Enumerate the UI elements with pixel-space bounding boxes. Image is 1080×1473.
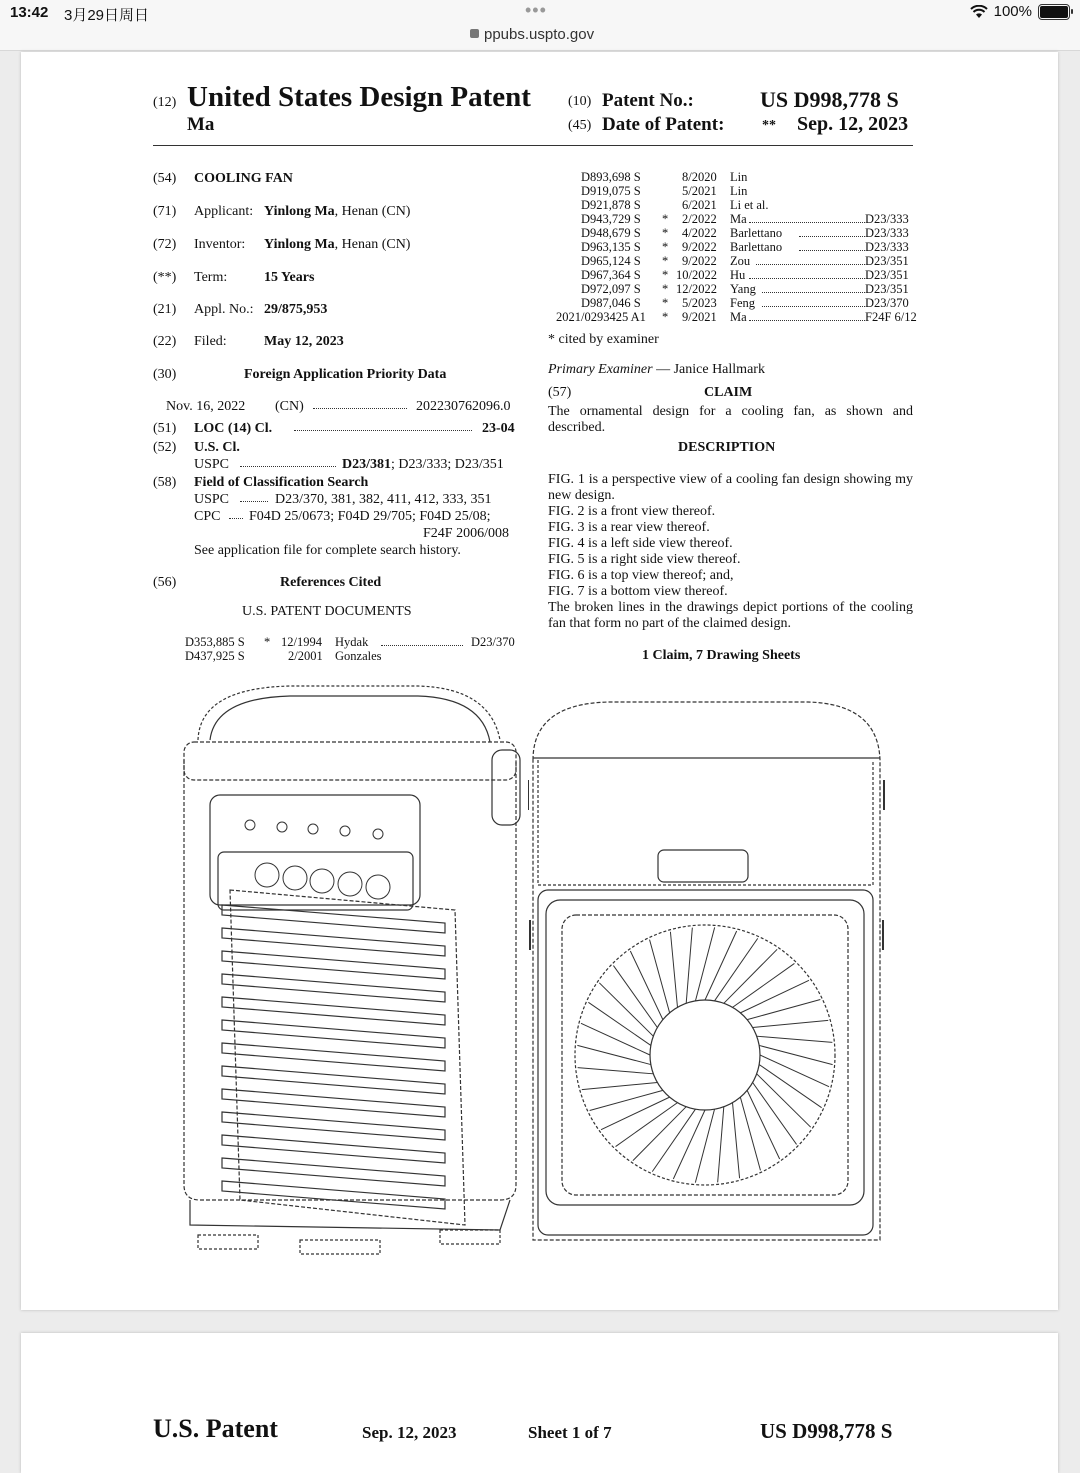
- patent-date: Sep. 12, 2023: [797, 113, 909, 135]
- cited-note: * cited by examiner: [548, 332, 659, 347]
- right-references: [552, 170, 917, 324]
- field-label: Field of Classification Search: [194, 475, 369, 490]
- priority-date: Nov. 16, 2022: [166, 399, 246, 414]
- patent-no-num: (10): [568, 94, 592, 109]
- description-line: FIG. 2 is a front view thereof.: [548, 504, 716, 519]
- reference-row: D919,075 S 5/2021 Lin: [581, 184, 748, 198]
- doc-type-num: (12): [153, 95, 177, 110]
- leader-dots: [229, 518, 243, 519]
- inventor-label: Inventor:: [194, 237, 246, 252]
- reference-row: D353,885 S * 12/1994 Hydak D23/370: [185, 635, 515, 649]
- appl-label: Appl. No.:: [194, 302, 254, 317]
- field-note: See application file for complete search history.: [194, 543, 461, 558]
- loc-num: (51): [153, 421, 177, 436]
- applicant-label: Applicant:: [194, 204, 254, 219]
- page2-title: U.S. Patent: [153, 1414, 278, 1443]
- reference-row: D963,135 S * 9/2022 Barlettano D23/333: [581, 240, 909, 254]
- leader-dots: [240, 466, 336, 467]
- page2-sheet: Sheet 1 of 7: [528, 1423, 612, 1442]
- term-num: (**): [153, 270, 177, 285]
- multitask-dots-icon[interactable]: •••: [525, 0, 547, 20]
- page2-date: Sep. 12, 2023: [362, 1423, 457, 1442]
- priority-heading: Foreign Application Priority Data: [244, 367, 447, 382]
- term-label: Term:: [194, 270, 228, 285]
- filed-value: May 12, 2023: [264, 334, 344, 349]
- left-references: [185, 635, 520, 663]
- field-num: (58): [153, 475, 177, 490]
- doc-type: United States Design Patent: [187, 81, 531, 113]
- term-value: 15 Years: [264, 270, 315, 285]
- priority-number: 202230762096.0: [416, 399, 511, 414]
- inventor-value: Yinlong Ma, Henan (CN): [264, 237, 411, 252]
- applicant-value: Yinlong Ma, Henan (CN): [264, 204, 411, 219]
- title-num: (54): [153, 171, 177, 186]
- status-time: 13:42: [10, 4, 49, 21]
- reference-row: D943,729 S * 2/2022 Ma D23/333: [581, 212, 909, 226]
- date-num: (45): [568, 118, 592, 133]
- lock-icon: [470, 29, 479, 38]
- uscl-sub-label: USPC: [194, 457, 230, 472]
- field-cpc-label: CPC: [194, 509, 221, 524]
- wifi-icon: [970, 5, 988, 19]
- date-label: Date of Patent:: [602, 114, 725, 135]
- priority-num: (30): [153, 367, 177, 382]
- patent-title: COOLING FAN: [194, 171, 293, 186]
- reference-row: D948,679 S * 4/2022 Barlettano D23/333: [581, 226, 909, 240]
- inventor-num: (72): [153, 237, 177, 252]
- filed-label: Filed:: [194, 334, 227, 349]
- address-bar[interactable]: [470, 26, 594, 43]
- field-cpc-value: F04D 25/0673; F04D 29/705; F04D 25/08;: [249, 509, 491, 524]
- applicant-num: (71): [153, 204, 177, 219]
- patent-number: US D998,778 S: [760, 87, 899, 112]
- reference-row: D972,097 S * 12/2022 Yang D23/351: [581, 282, 909, 296]
- reference-row: D893,698 S 8/2020 Lin: [581, 170, 748, 184]
- url-text: ppubs.uspto.gov: [484, 26, 595, 43]
- leader-dots: [240, 501, 268, 502]
- uscl-label: U.S. Cl.: [194, 440, 240, 455]
- description-text: [548, 472, 913, 632]
- reference-row: D965,124 S * 9/2022 Zou D23/351: [581, 254, 909, 268]
- appl-value: 29/875,953: [264, 302, 328, 317]
- description-line: The broken lines in the drawings depict portions of the cooling fan that form no part of the claimed design.: [548, 600, 913, 631]
- reference-row: D921,878 S 6/2021 Li et al.: [581, 198, 769, 212]
- description-line: FIG. 4 is a left side view thereof.: [548, 536, 733, 551]
- uscl-value: D23/381; D23/333; D23/351: [342, 457, 504, 472]
- leader-dots: [294, 430, 472, 431]
- description-heading: DESCRIPTION: [678, 440, 776, 455]
- document-page-2: [21, 1333, 1058, 1473]
- figure-front-drawing: [528, 700, 888, 1250]
- field-uspc-value: D23/370, 381, 382, 411, 412, 333, 351: [275, 492, 492, 507]
- reference-row: D967,364 S * 10/2022 Hu D23/351: [581, 268, 909, 282]
- status-bar: [0, 0, 1080, 51]
- reference-row: D437,925 S 2/2001 Gonzales: [185, 649, 382, 663]
- claim-heading: CLAIM: [704, 385, 753, 400]
- refs-num: (56): [153, 575, 177, 590]
- battery-percent: 100%: [993, 3, 1032, 20]
- appl-num: (21): [153, 302, 177, 317]
- reference-row: D987,046 S * 5/2023 Feng D23/370: [581, 296, 909, 310]
- uscl-num: (52): [153, 440, 177, 455]
- inventor-short: Ma: [187, 114, 215, 135]
- reference-row: 2021/0293425 A1 * 9/2021 Ma F24F 6/12: [556, 310, 917, 324]
- field-uspc-label: USPC: [194, 492, 230, 507]
- battery-icon: [1038, 4, 1070, 20]
- priority-country: (CN): [275, 399, 304, 414]
- date-mark: **: [762, 118, 776, 133]
- leader-dots: [313, 408, 407, 409]
- description-line: FIG. 1 is a perspective view of a cooling fan design showing my new design.: [548, 472, 913, 503]
- us-docs-heading: U.S. PATENT DOCUMENTS: [242, 604, 412, 619]
- header-divider: [153, 145, 913, 146]
- field-cpc-value-2: F24F 2006/008: [423, 526, 509, 541]
- refs-heading: References Cited: [280, 575, 382, 590]
- claim-text: The ornamental design for a cooling fan, as shown and described.: [548, 404, 913, 435]
- description-line: FIG. 6 is a top view thereof; and,: [548, 568, 734, 583]
- loc-value: 23-04: [482, 421, 515, 436]
- description-line: FIG. 5 is a right side view thereof.: [548, 552, 741, 567]
- description-line: FIG. 3 is a rear view thereof.: [548, 520, 710, 535]
- claim-num: (57): [548, 385, 572, 400]
- filed-num: (22): [153, 334, 177, 349]
- page2-number: US D998,778 S: [760, 1419, 893, 1443]
- figure-perspective-drawing: [170, 680, 530, 1260]
- claims-summary: 1 Claim, 7 Drawing Sheets: [642, 648, 801, 663]
- description-line: FIG. 7 is a bottom view thereof.: [548, 584, 728, 599]
- status-date: 3月29日周日: [64, 7, 150, 24]
- primary-examiner: Primary Examiner — Janice Hallmark: [548, 362, 765, 377]
- patent-no-label: Patent No.:: [602, 90, 694, 111]
- loc-label: LOC (14) Cl.: [194, 421, 273, 436]
